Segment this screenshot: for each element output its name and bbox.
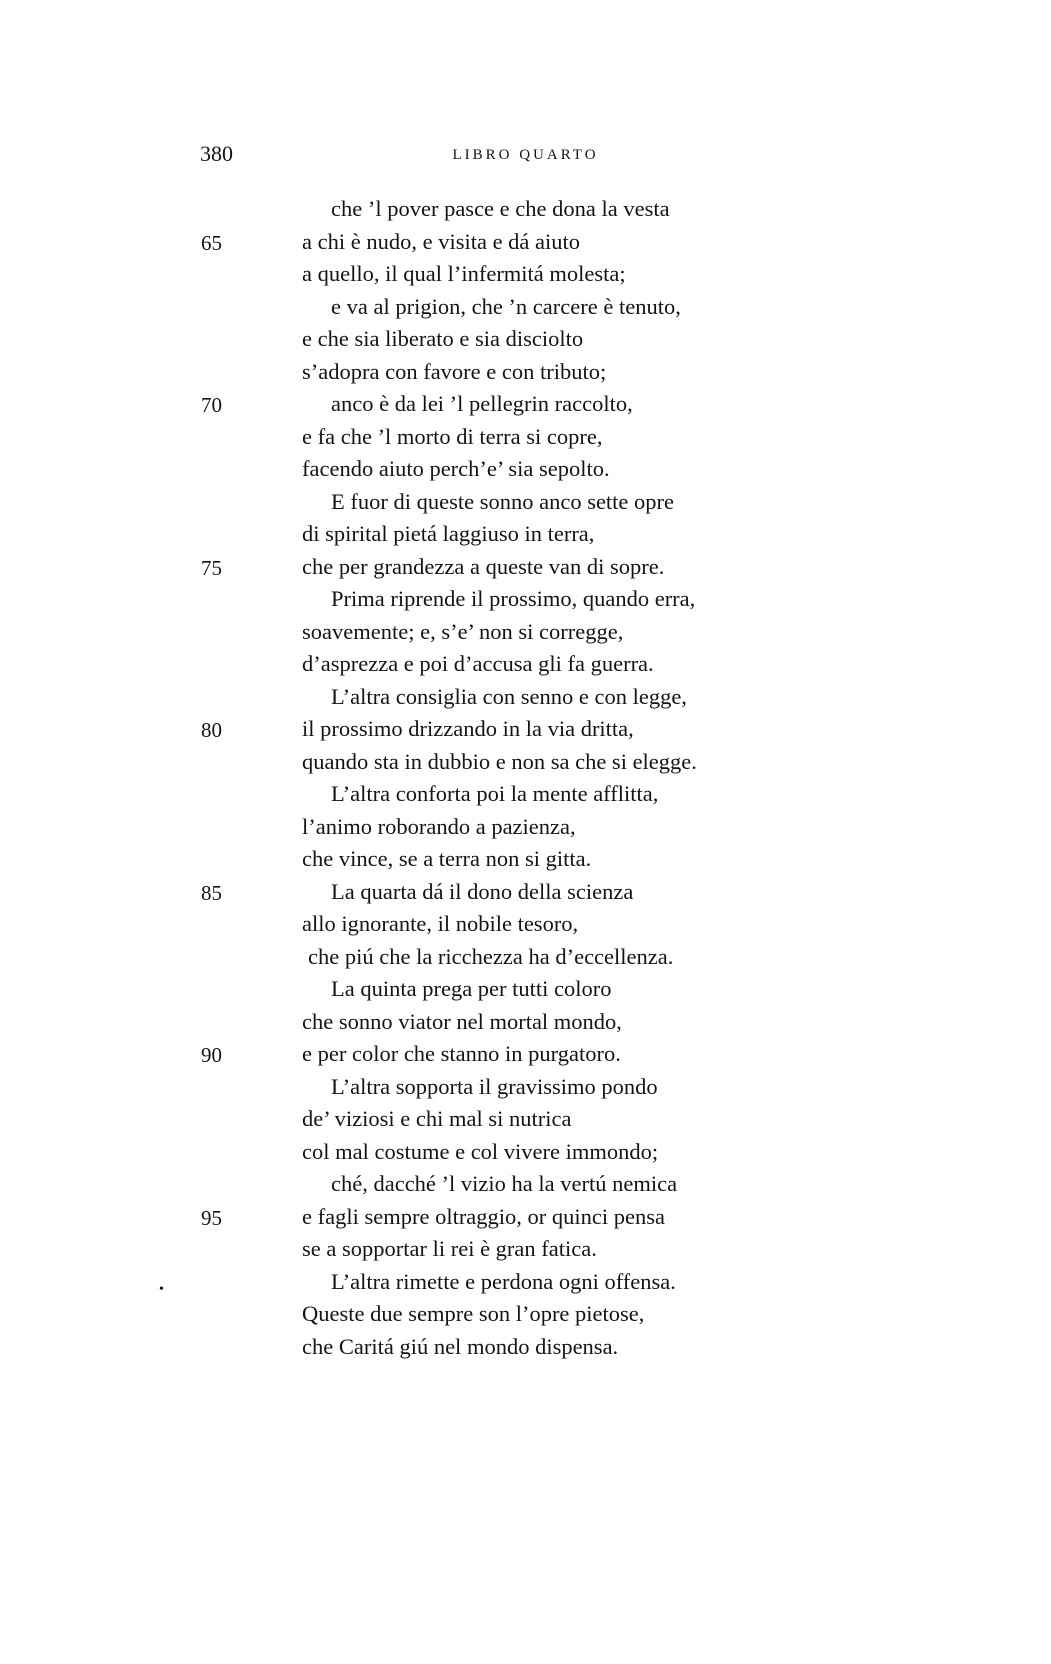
verse-line [0,356,1051,389]
verse-line [0,1038,1051,1071]
verse-text: a quello, il qual l’infermitá molesta; [302,261,626,286]
verse-text: E fuor di queste sonno anco sette opre [331,488,675,514]
verse-text: l’animo roborando a pazienza, [302,813,576,839]
verse-text: e fagli sempre oltraggio, or quinci pensa [302,1203,666,1229]
verse-text: de’ viziosi e chi mal si nutrica [302,1106,572,1131]
verse-line [0,908,1051,941]
verse-line [0,258,1051,291]
verse-line [0,746,1051,779]
verse-text: a chi è nudo, e visita e dá aiuto [302,228,581,254]
verse-line [0,193,1051,226]
verse-line [0,941,1051,974]
verse-line [0,291,1051,324]
verse-text: d’asprezza e poi d’accusa gli fa guerra. [302,651,654,676]
verse-text: quando sta in dubbio e non sa che si elegge. [302,748,697,774]
verse-text: s’adopra con favore e con tributo; [302,358,607,384]
verse-text: che vince, se a terra non si gitta. [302,846,592,871]
verse-text: e che sia liberato e sia disciolto [302,326,584,351]
page-number: 380 [200,141,233,166]
line-number: 65 [201,230,222,255]
line-number: 90 [201,1043,222,1067]
verse-text: L’altra consiglia con senno e con legge, [331,683,687,709]
verse-text: La quinta prega per tutti coloro [331,976,612,1001]
verse-line [0,551,1051,584]
verse-line [0,421,1051,454]
verse-text: col mal costume e col vivere immondo; [302,1138,659,1164]
verse-line [0,1298,1051,1331]
poem [0,193,1051,1363]
verse-line [0,486,1051,519]
verse-line [0,453,1051,486]
verse-text: che ’l pover pasce e che dona la vesta [331,196,670,221]
verse-text: anco è da lei ’l pellegrin raccolto, [331,391,633,416]
verse-line [0,1331,1051,1364]
verse-line [0,388,1051,421]
verse-line [0,778,1051,811]
verse-line [0,1103,1051,1136]
line-number: 70 [201,393,222,417]
verse-line [0,1233,1051,1266]
verse-line [0,323,1051,356]
line-number: 80 [201,718,222,742]
verse-text: di spirital pietá laggiuso in terra, [302,521,595,546]
verse-line [0,1006,1051,1039]
verse-line [0,811,1051,844]
verse-line [0,1136,1051,1169]
verse-line [0,1266,1051,1299]
verse-text: il prossimo drizzando in la via dritta, [302,716,634,741]
running-head: LIBRO QUARTO [452,147,599,163]
line-number: 75 [201,555,222,580]
verse-text: che Caritá giú nel mondo dispensa. [302,1333,619,1359]
verse-text: che sonno viator nel mortal mondo, [302,1008,622,1034]
verse-text: che piú che la ricchezza ha d’eccellenza. [308,943,674,969]
verse-text: se a sopportar li rei è gran fatica. [302,1236,597,1261]
verse-line [0,616,1051,649]
verse-line [0,1201,1051,1234]
verse-text: L’altra sopporta il gravissimo pondo [331,1073,658,1099]
verse-text: allo ignorante, il nobile tesoro, [302,911,579,936]
verse-line [0,648,1051,681]
stray-mark: • [159,1282,164,1297]
verse-line [0,1168,1051,1201]
verse-line [0,681,1051,714]
verse-text: Queste due sempre son l’opre pietose, [302,1301,645,1326]
verse-line [0,583,1051,616]
verse-text: soavemente; e, s’e’ non si corregge, [302,618,624,644]
verse-text: L’altra rimette e perdona ogni offensa. [331,1268,676,1294]
verse-line [0,843,1051,876]
line-number: 95 [201,1205,222,1230]
verse-text: facendo aiuto perch’e’ sia sepolto. [302,456,610,481]
verse-text: Prima riprende il prossimo, quando erra, [331,586,696,611]
verse-line [0,973,1051,1006]
verse-text: ché, dacché ’l vizio ha la vertú nemica [331,1171,678,1196]
verse-line [0,226,1051,259]
verse-line [0,1071,1051,1104]
verse-line [0,876,1051,909]
verse-line [0,518,1051,551]
line-number: 85 [201,880,222,905]
verse-line [0,713,1051,746]
verse-text: che per grandezza a queste van di sopre. [302,553,665,579]
verse-text: e va al prigion, che ’n carcere è tenuto, [331,293,681,319]
verse-text: e per color che stanno in purgatoro. [302,1041,621,1066]
verse-text: e fa che ’l morto di terra si copre, [302,423,603,449]
verse-text: L’altra conforta poi la mente afflitta, [331,781,659,806]
verse-text: La quarta dá il dono della scienza [331,878,634,904]
